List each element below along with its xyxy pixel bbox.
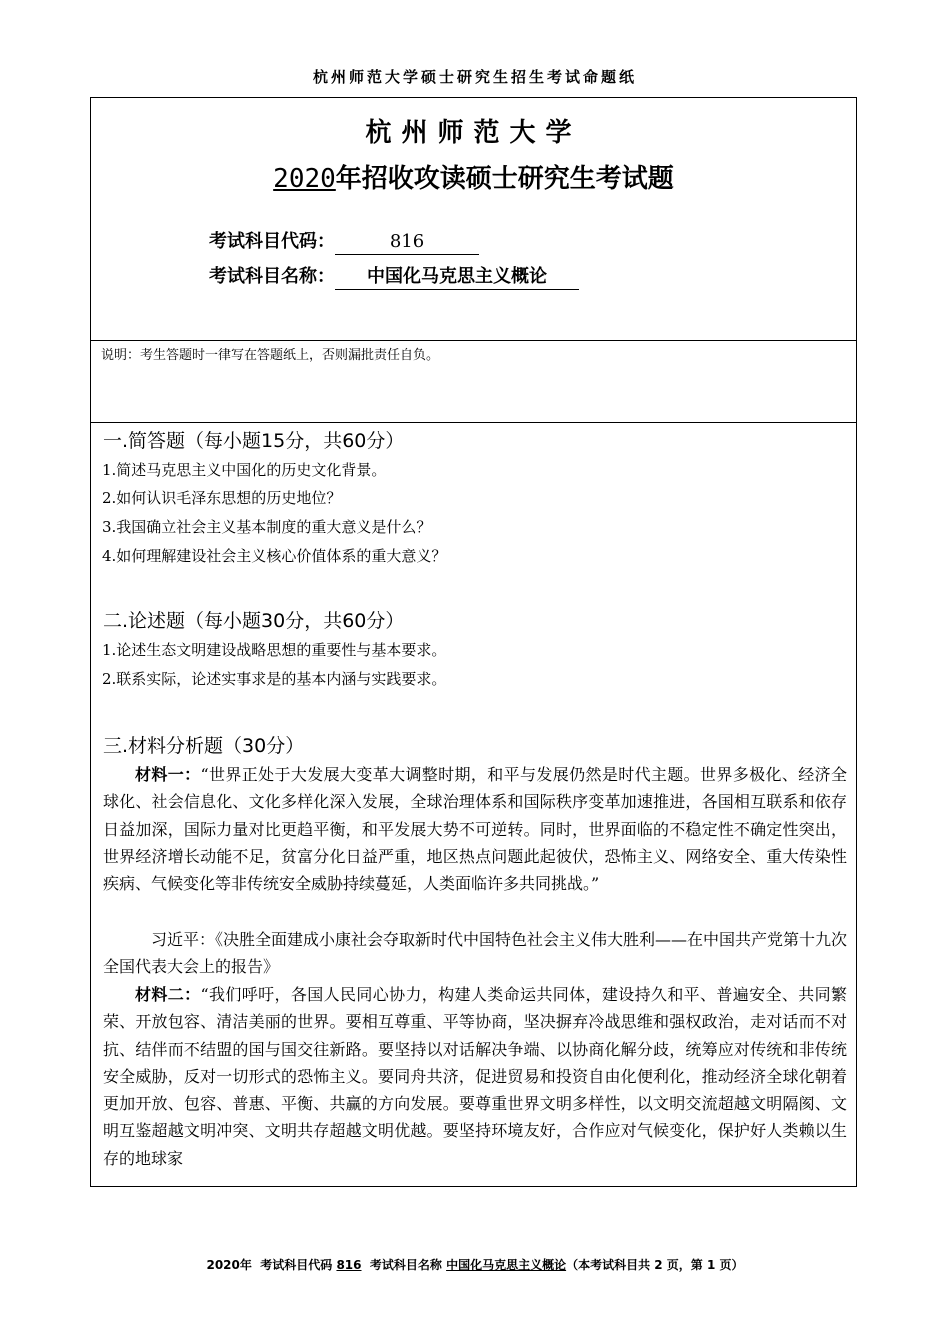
exam-year: 2020	[273, 164, 336, 194]
question-item: 1.简述马克思主义中国化的历史文化背景。	[102, 461, 387, 479]
footer-page-info: （本考试科目共 2 页，第 1 页）	[566, 1258, 744, 1272]
instructions-note: 说明：考生答题时一律写在答题纸上，否则漏批责任自负。	[101, 348, 440, 363]
answer-sheet-title: 杭州师范大学硕士研究生招生考试命题纸	[312, 68, 637, 86]
footer-name-label: 考试科目名称	[369, 1258, 442, 1272]
divider	[91, 340, 856, 341]
subject-name-label: 考试科目名称：	[209, 266, 335, 287]
section-heading: 二.论述题（每小题30分，共60分）	[103, 610, 405, 632]
question-item: 3.我国确立社会主义基本制度的重大意义是什么？	[102, 518, 432, 536]
material-text: “世界正处于大发展大变革大调整时期，和平与发展仍然是时代主题。世界多极化、经济全球化、社会信息化、文化多样化深入发展，全球治理体系和国际秩序变革加速推进，各国相互联系和依存日益加深，国际力量对比更趋平衡，和平发展大势不可逆转。同时，世界面临的不稳定性不确定性突出，世界经济增长动能不足，贫富分化日益严重，地区热点问题此起彼伏，恐怖主义、网络安全、重大传染性疾病、气候变化等非传统安全威胁持续蔓延，人类面临许多共同挑战。”	[103, 765, 847, 894]
section-heading: 三.材料分析题（30分）	[103, 735, 305, 757]
footer-code: 816	[336, 1258, 362, 1272]
footer-year: 2020	[206, 1258, 240, 1272]
subject-name-row	[209, 262, 579, 290]
footer-year-suffix: 年	[239, 1258, 252, 1272]
exam-title	[91, 158, 856, 195]
subject-code-value: 816	[335, 230, 479, 255]
question-item: 4.如何理解建设社会主义核心价值体系的重大意义？	[102, 547, 447, 565]
page-footer	[0, 1256, 950, 1273]
question-item: 2.联系实际，论述实事求是的基本内涵与实践要求。	[102, 670, 447, 688]
divider	[91, 422, 856, 423]
material-source: 习近平：《决胜全面建成小康社会夺取新时代中国特色社会主义伟大胜利——在中国共产党第十九次全国代表大会上的报告》	[103, 930, 848, 977]
section-heading: 一.简答题（每小题15分，共60分）	[103, 430, 405, 452]
exam-title-text: 年招收攻读硕士研究生考试题	[335, 164, 674, 194]
question-item: 2.如何认识毛泽东思想的历史地位？	[102, 489, 342, 507]
material-text: “我们呼吁，各国人民同心协力，构建人类命运共同体，建设持久和平、普遍安全、共同繁荣、开放包容、清洁美丽的世界。要相互尊重、平等协商，坚决摒弃冷战思维和强权政治，走对话而不对抗、结伴而不结盟的国与国交往新路。要坚持以对话解决争端、以协商化解分歧，统筹应对传统和非传统安全威胁，反对一切形式的恐怖主义。要同舟共济，促进贸易和投资自由化便利化，推动经济全球化朝着更加开放、包容、普惠、平衡、共赢的方向发展。要尊重世界文明多样性，以文明交流超越文明隔阂、文明互鉴超越文明冲突、文明共存超越文明优越。要坚持环境友好，合作应对气候变化，保护好人类赖以生存的地球家	[103, 985, 847, 1168]
footer-code-label: 考试科目代码	[260, 1258, 333, 1272]
subject-name-value: 中国化马克思主义概论	[335, 265, 579, 290]
university-name: 杭州师范大学	[365, 118, 582, 148]
question-item: 1.论述生态文明建设战略思想的重要性与基本要求。	[102, 641, 447, 659]
material-label: 材料二：	[135, 985, 201, 1004]
material-paragraph	[103, 761, 847, 897]
subject-code-label: 考试科目代码：	[209, 231, 335, 252]
footer-subject-name: 中国化马克思主义概论	[446, 1258, 567, 1272]
exam-frame	[90, 97, 857, 1187]
subject-code-row	[209, 227, 479, 255]
material-label: 材料一：	[135, 765, 201, 784]
material-paragraph	[103, 981, 847, 1172]
